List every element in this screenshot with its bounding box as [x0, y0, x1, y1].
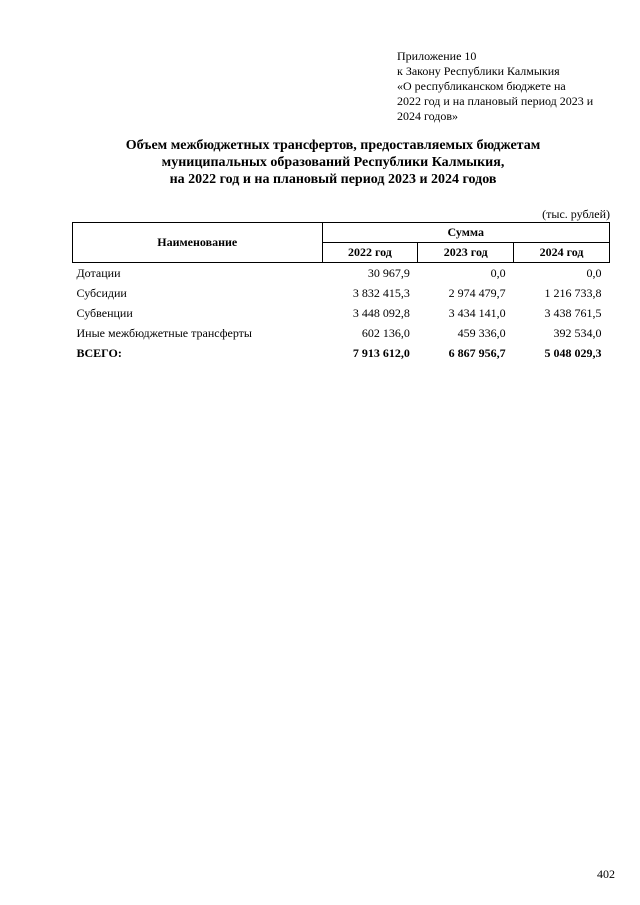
row-value-2023: 0,0: [490, 265, 506, 280]
total-label: ВСЕГО:: [76, 345, 122, 360]
appendix-line: 2024 годов»: [397, 109, 459, 123]
table-row: [73, 283, 610, 303]
year-header-2024: 2024 год: [514, 243, 610, 263]
row-value-2024: 392 534,0: [553, 325, 602, 340]
row-value-2022: 602 136,0: [361, 325, 410, 340]
row-value-2023: 459 336,0: [457, 325, 506, 340]
title-line: на 2022 год и на плановый период 2023 и 2024 годов: [169, 172, 497, 187]
appendix-line: Приложение 10: [397, 49, 477, 63]
row-value-2022: 3 448 092,8: [352, 305, 410, 320]
total-value-2022: 7 913 612,0: [352, 345, 410, 360]
year-header-2022: 2022 год: [322, 243, 418, 263]
row-name: Иные межбюджетные трансферты: [76, 325, 252, 340]
name-column-header: Наименование: [73, 223, 323, 263]
table-row: [73, 323, 610, 343]
row-value-2023: 3 434 141,0: [448, 305, 506, 320]
appendix-line: «О республиканском бюджете на: [397, 79, 566, 93]
row-name: Субсидии: [76, 285, 127, 300]
transfers-table: [72, 222, 610, 363]
units-label: (тыс. рублей): [542, 207, 610, 221]
appendix-block: [397, 49, 627, 124]
sum-column-header: Сумма: [322, 223, 609, 243]
total-row: [73, 343, 610, 363]
row-value-2024: 3 438 761,5: [544, 305, 602, 320]
row-value-2024: 0,0: [586, 265, 602, 280]
row-name: Субвенции: [76, 305, 133, 320]
year-header-2023: 2023 год: [418, 243, 514, 263]
total-value-2023: 6 867 956,7: [448, 345, 506, 360]
row-value-2022: 3 832 415,3: [352, 285, 410, 300]
title-line: муниципальных образований Республики Калмыкия,: [161, 155, 505, 170]
appendix-line: к Закону Республики Калмыкия: [397, 64, 560, 78]
table-row: [73, 263, 610, 284]
document-title: [60, 137, 606, 188]
row-value-2023: 2 974 479,7: [448, 285, 506, 300]
appendix-line: 2022 год и на плановый период 2023 и: [397, 94, 594, 108]
table-row: [73, 303, 610, 323]
title-line: Объем межбюджетных трансфертов, предоставляемых бюджетам: [125, 138, 541, 153]
total-value-2024: 5 048 029,3: [544, 345, 602, 360]
row-name: Дотации: [76, 265, 121, 280]
row-value-2024: 1 216 733,8: [544, 285, 602, 300]
row-value-2022: 30 967,9: [367, 265, 410, 280]
page-number: 402: [597, 867, 615, 881]
